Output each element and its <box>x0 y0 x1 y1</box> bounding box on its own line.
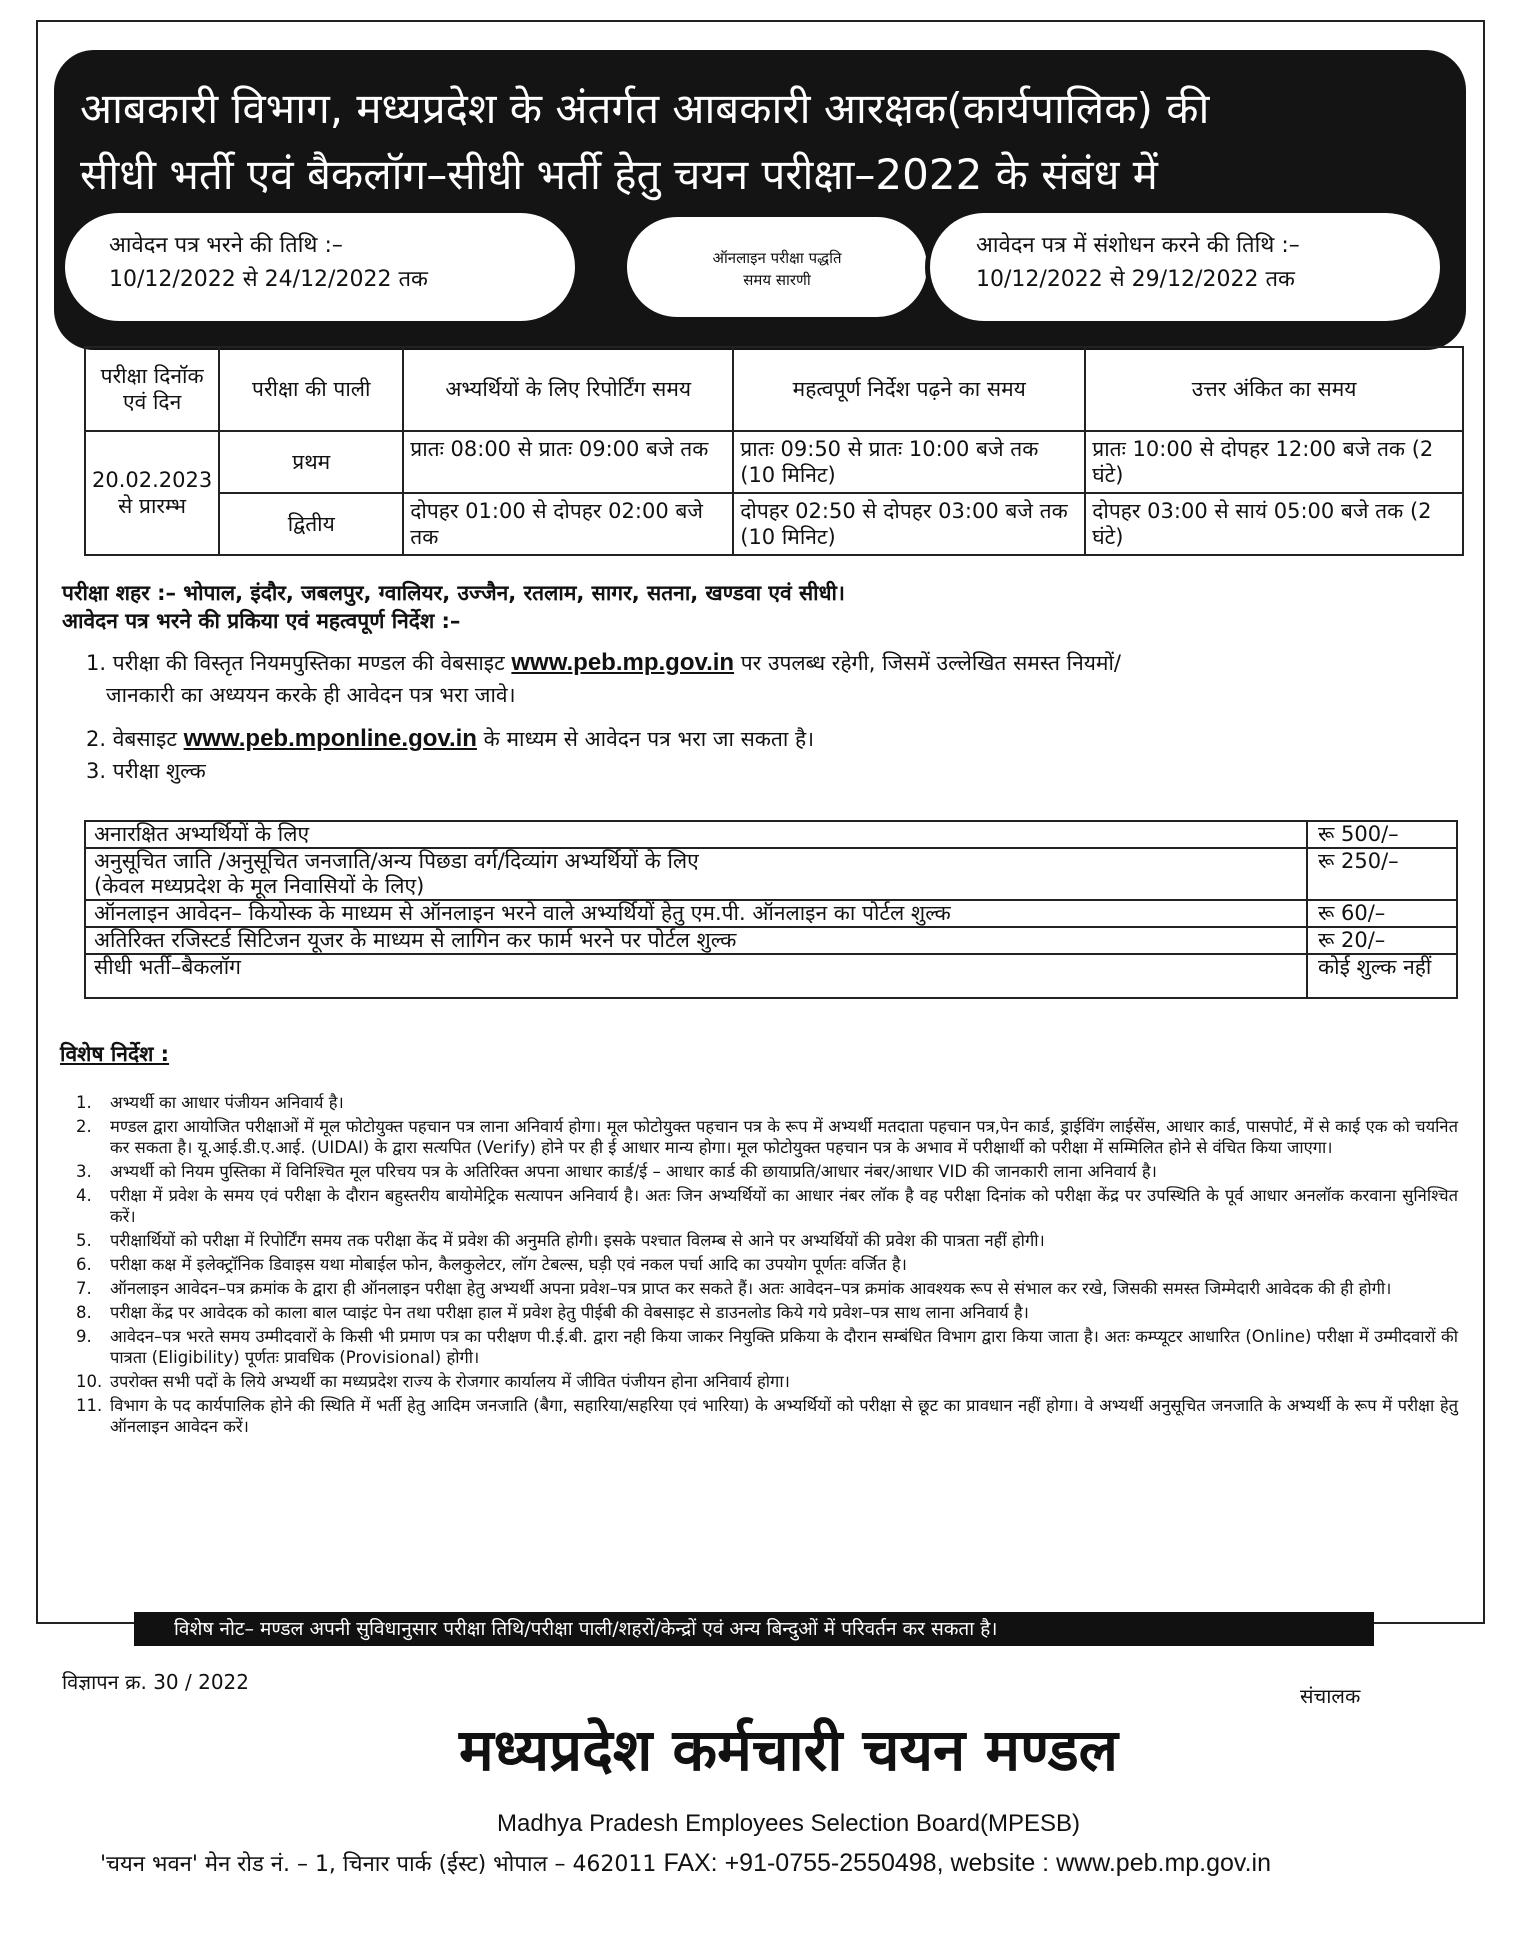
exam-cities: परीक्षा शहर :– भोपाल, इंदौर, जबलपुर, ग्वालियर, उज्जैन, रतलाम, सागर, सतना, खण्डवा एवं सीधी। <box>62 581 845 605</box>
item-number: 1. <box>86 651 107 675</box>
item-number: 2. <box>86 727 107 751</box>
shift-name: द्वितीय <box>219 493 403 555</box>
list-item <box>76 1092 1458 1113</box>
note-number: 9. <box>76 1327 92 1346</box>
fee-amount: कोई शुल्क नहीं <box>1307 954 1457 998</box>
item-text: के माध्यम से आवेदन पत्र भरा जा सकता है। <box>483 727 815 751</box>
instruction-item-2 <box>86 726 814 752</box>
list-item <box>76 1326 1458 1368</box>
note-text: अभ्यर्थी का आधार पंजीयन अनिवार्य है। <box>110 1093 344 1112</box>
fee-category <box>85 848 1307 900</box>
table-row <box>85 821 1457 848</box>
contact-details: FAX: +91-0755-2550498, website : www.peb.mp.gov.in <box>663 1849 1271 1877</box>
col-header-reporting: अभ्यर्थियों के लिए रिपोर्टिंग समय <box>403 347 733 431</box>
fee-amount: रू 500/– <box>1307 821 1457 848</box>
list-item <box>76 1185 1458 1227</box>
col-header-date: परीक्षा दिनॉक एवं दिन <box>85 347 219 431</box>
apply-date-pill <box>60 208 580 326</box>
page-title <box>80 76 1450 208</box>
reporting-time: प्रातः 08:00 से प्रातः 09:00 बजे तक <box>403 431 733 493</box>
item-text: परीक्षा की विस्तृत नियमपुस्तिका मण्डल की वेबसाइट <box>112 651 505 675</box>
fee-category: अतिरिक्त रजिस्टर्ड सिटिजन यूजर के माध्यम से लागिन कर फार्म भरने पर पोर्टल शुल्क <box>85 927 1307 954</box>
table-row <box>85 431 1463 493</box>
item-text: पर उपलब्ध रहेगी, जिसमें उल्लेखित समस्त नियमों/ <box>740 651 1121 675</box>
note-text: परीक्षा केंद्र पर आवेदक को काला बाल प्वाइंट पेन तथा परीक्षा हाल में प्रवेश हेतु पीईबी की वेबसाइट से डाउनलोड किये गये प्रवेश–पत्र साथ लाना अनिवार्य है। <box>110 1303 1029 1322</box>
list-item <box>76 1254 1458 1275</box>
address-line <box>100 1848 1271 1878</box>
fee-category: अनारक्षित अभ्यर्थियों के लिए <box>85 821 1307 848</box>
list-item <box>76 1161 1458 1182</box>
note-number: 1. <box>76 1093 92 1112</box>
fee-amount: रू 250/– <box>1307 848 1457 900</box>
schedule-pill-line-2: समय सारणी <box>743 271 811 289</box>
title-line-2: सीधी भर्ती एवं बैकलॉग–सीधी भर्ती हेतु चयन परीक्षा–2022 के संबंध में <box>80 150 1158 199</box>
special-instructions-list <box>76 1092 1458 1440</box>
edit-date-label: आवेदन पत्र में संशोधन करने की तिथि :– <box>976 233 1300 258</box>
answer-time: दोपहर 03:00 से सायं 05:00 बजे तक (2 घंटे) <box>1085 493 1463 555</box>
col-header-shift: परीक्षा की पाली <box>219 347 403 431</box>
exam-fee-table <box>84 820 1458 999</box>
edit-date-pill <box>925 208 1445 326</box>
note-text: परीक्षा कक्ष में इलेक्ट्रॉनिक डिवाइस यथा मोबाईल फोन, कैलकुलेटर, लॉग टेबल्स, घड़ी एवं नकल पर्चा आदि का उपयोग पूर्णतः वर्जित है। <box>110 1255 907 1274</box>
list-item <box>76 1116 1458 1158</box>
fee-category: ऑनलाइन आवेदन– कियोस्क के माध्यम से ऑनलाइन भरने वाले अभ्यर्थियों हेतु एम.पी. ऑनलाइन का पोर्टल शुल्क <box>85 900 1307 927</box>
table-row <box>85 954 1457 998</box>
list-item <box>76 1395 1458 1437</box>
answer-time: प्रातः 10:00 से दोपहर 12:00 बजे तक (2 घंटे) <box>1085 431 1463 493</box>
note-number: 10. <box>76 1372 103 1391</box>
fee-amount: रू 60/– <box>1307 900 1457 927</box>
director-label: संचालक <box>1300 1684 1361 1708</box>
fee-category-line-1: अनुसूचित जाति /अनुसूचित जनजाति/अन्य पिछडा वर्ग/दिव्यांग अभ्यर्थियों के लिए <box>94 849 699 873</box>
note-number: 7. <box>76 1279 92 1298</box>
organization-name-hindi: मध्यप्रदेश कर्मचारी चयन मण्डल <box>458 1716 1119 1784</box>
note-text: ऑनलाइन आवेदन–पत्र क्रमांक के द्वारा ही ऑनलाइन परीक्षा हेतु अभ्यर्थी अपना प्रवेश–पत्र प्राप्त कर सकते हैं। अतः आवेदन–पत्र क्रमांक आवश्यक रूप से संभाल कर रखे, जिसकी समस्त जिम्मेदारी आवेदक की ही होगी। <box>110 1279 1392 1298</box>
edit-date-range: 10/12/2022 से 29/12/2022 तक <box>976 267 1295 292</box>
reporting-time: दोपहर 01:00 से दोपहर 02:00 बजे तक <box>403 493 733 555</box>
note-number: 3. <box>76 1162 92 1181</box>
note-number: 6. <box>76 1255 92 1274</box>
table-row <box>85 493 1463 555</box>
instruction-item-1-line-2: जानकारी का अध्ययन करके ही आवेदन पत्र भरा जावे। <box>106 683 516 707</box>
list-item <box>76 1371 1458 1392</box>
note-number: 5. <box>76 1231 92 1250</box>
note-text: विभाग के पद कार्यपालिक होने की स्थिति में भर्ती हेतु आदिम जनजाति (बैगा, सहारिया/सहरिया एवं भारिया) के अभ्यर्थियों को परीक्षा से छूट का प्रावधान नहीं होगा। वे अभ्यर्थी अनुसूचित जनजाति के अभ्यर्थी के रूप में परीक्षा हेतु ऑनलाइन आवेदन करें। <box>110 1396 1458 1436</box>
exam-date: 20.02.2023 से प्रारम्भ <box>85 431 219 555</box>
note-number: 8. <box>76 1303 92 1322</box>
note-number: 4. <box>76 1186 92 1205</box>
item-text: वेबसाइट <box>112 727 177 751</box>
item-text: परीक्षा शुल्क <box>112 759 206 783</box>
item-number: 3. <box>86 759 107 783</box>
process-heading: आवेदन पत्र भरने की प्रकिया एवं महत्वपूर्ण निर्देश :– <box>62 609 461 633</box>
instruction-item-3 <box>86 758 206 784</box>
mponline-website-link[interactable]: www.peb.mponline.gov.in <box>183 725 477 752</box>
special-note-bar: विशेष नोट– मण्डल अपनी सुविधानुसार परीक्षा तिथि/परीक्षा पाली/शहरों/केन्द्रों एवं अन्य बिन्दुओं में परिवर्तन कर सकता है। <box>134 1612 1374 1646</box>
note-text: अभ्यर्थी को नियम पुस्तिका में विनिश्चित मूल परिचय पत्र के अतिरिक्त अपना आधार कार्ड/ई – आधार कार्ड की छायाप्रति/आधार नंबर/आधार VID की जानकारी लाना अनिवार्य है। <box>110 1162 1157 1181</box>
table-row <box>85 927 1457 954</box>
note-number: 11. <box>76 1396 103 1415</box>
note-number: 2. <box>76 1117 92 1136</box>
note-text: उपरोक्त सभी पदों के लिये अभ्यर्थी का मध्यप्रदेश राज्य के रोजगार कार्यालय में जीवित पंजीयन होना अनिवार्य होगा। <box>110 1372 790 1391</box>
fee-category-line-2: (केवल मध्यप्रदेश के मूल निवासियों के लिए) <box>94 874 425 898</box>
list-item <box>76 1230 1458 1251</box>
list-item <box>76 1302 1458 1323</box>
instruction-time: दोपहर 02:50 से दोपहर 03:00 बजे तक (10 मिनिट) <box>733 493 1085 555</box>
exam-schedule-table <box>84 346 1464 556</box>
apply-date-range: 10/12/2022 से 24/12/2022 तक <box>109 267 428 292</box>
peb-website-link[interactable]: www.peb.mp.gov.in <box>511 649 735 676</box>
col-header-answer: उत्तर अंकित का समय <box>1085 347 1463 431</box>
col-header-instructions: महत्वपूर्ण निर्देश पढ़ने का समय <box>733 347 1085 431</box>
note-text: परीक्षा में प्रवेश के समय एवं परीक्षा के दौरान बहुस्तरीय बायोमेट्रिक सत्यापन अनिवार्य है। अतः जिन अभ्यर्थियों का आधार नंबर लॉक है वह परीक्षा दिनांक को परीक्षा केंद्र पर उपस्थिति के पूर्व आधार अनलॉक करवाना सुनिश्चित करें। <box>110 1186 1458 1226</box>
apply-date-label: आवेदन पत्र भरने की तिथि :– <box>109 233 343 258</box>
address-hindi: 'चयन भवन' मेन रोड नं. – 1, चिनार पार्क (ईस्ट) भोपाल – 462011 <box>100 1852 657 1877</box>
note-text: आवेदन–पत्र भरते समय उम्मीदवारों के किसी भी प्रमाण पत्र का परीक्षण पी.ई.बी. द्वारा नही किया जाकर नियुक्ति प्रकिया के दौरान सम्बंधित विभाग द्वारा किया जाता है। अतः कम्प्यूटर आधारित (Online) परीक्षा में उम्मीदवारों की पात्रता (Eligibility) पूर्णतः प्रावधिक (Provisional) होगी। <box>110 1327 1458 1367</box>
note-text: मण्डल द्वारा आयोजित परीक्षाओं में मूल फोटोयुक्त पहचान पत्र लाना अनिवार्य होगा। मूल फोटोयुक्त पहचान पत्र के रूप में अभ्यर्थी मतदाता पहचान पत्र,पेन कार्ड, ड्राईविंग लाईसेंस, आधार कार्ड, पासपोर्ट, में से काई एक को चयनित कर सकता है। यू.आई.डी.ए.आई. (UIDAI) के द्वारा सत्यपित (Verify) होने पर ही ई आधार मान्य होगा। मूल फोटोयुक्त पहचान पत्र के अभाव में परीक्षार्थी को परीक्षा में सम्मिलित होने से वंचित किया जाएगा। <box>110 1117 1458 1157</box>
advertisement-number: विज्ञापन क्र. 30 / 2022 <box>62 1670 249 1694</box>
organization-name-english: Madhya Pradesh Employees Selection Board(MPESB) <box>497 1810 1080 1837</box>
note-text: परीक्षार्थियों को परीक्षा में रिपोर्टिंग समय तक परीक्षा केंद में प्रवेश की अनुमति होगी। इसके पश्चात विलम्ब से आने पर अभ्यर्थियों की प्रवेश की पात्रता नहीं होगी। <box>110 1231 1045 1250</box>
schedule-pill-line-1: ऑनलाइन परीक्षा पद्धति <box>712 249 842 267</box>
instruction-item-1 <box>86 650 1121 676</box>
schedule-pill <box>622 212 932 322</box>
table-row <box>85 848 1457 900</box>
special-instructions-heading: विशेष निर्देश : <box>60 1042 170 1066</box>
shift-name: प्रथम <box>219 431 403 493</box>
fee-category: सीधी भर्ती–बैकलॉग <box>85 954 1307 998</box>
table-header-row <box>85 347 1463 431</box>
table-row <box>85 900 1457 927</box>
fee-amount: रू 20/– <box>1307 927 1457 954</box>
instruction-time: प्रातः 09:50 से प्रातः 10:00 बजे तक (10 मिनिट) <box>733 431 1085 493</box>
title-line-1: आबकारी विभाग, मध्यप्रदेश के अंतर्गत आबकारी आरक्षक(कार्यपालिक) की <box>80 84 1210 133</box>
list-item <box>76 1278 1458 1299</box>
